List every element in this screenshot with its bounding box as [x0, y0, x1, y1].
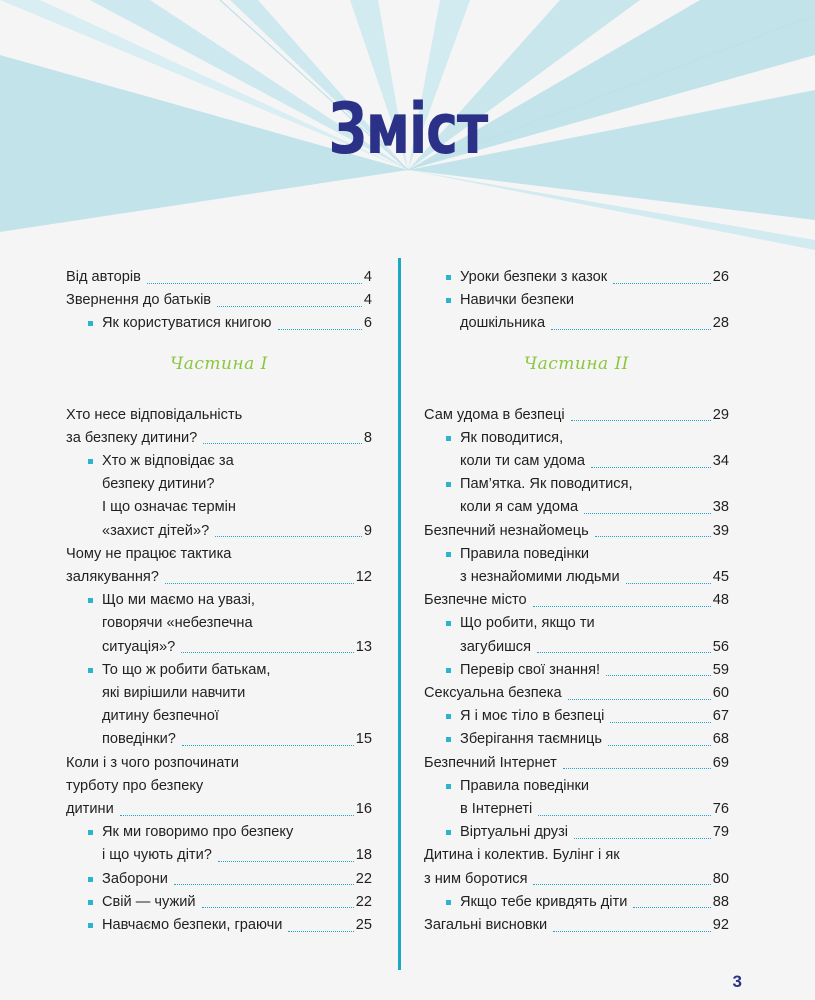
- toc-entry[interactable]: [424, 659, 729, 682]
- toc-entry-text: які вирішили навчити: [102, 685, 246, 702]
- dot-leader: [608, 744, 711, 746]
- toc-page-number: 68: [712, 731, 729, 748]
- toc-entry-text: і що чують діти?: [102, 847, 212, 864]
- toc-page-number: 15: [355, 731, 372, 748]
- dot-leader: [633, 906, 710, 908]
- dot-leader: [278, 328, 362, 330]
- dot-leader: [537, 651, 711, 653]
- dot-leader: [147, 282, 362, 284]
- toc-page-number: 26: [712, 269, 729, 285]
- toc-entry-line: [66, 914, 372, 937]
- toc-entry-text: Перевір свої знання!: [460, 661, 601, 678]
- toc-entry-line: [424, 450, 729, 473]
- bullet-icon: [88, 668, 93, 673]
- toc-entry-line: [424, 589, 729, 612]
- toc-page-number: 12: [355, 569, 372, 586]
- bullet-icon: [88, 923, 93, 928]
- toc-entry-line: [66, 404, 372, 427]
- toc-entry-text: Хто несе відповідальність: [66, 406, 243, 423]
- toc-entry[interactable]: [424, 266, 729, 289]
- toc-entry-text: турботу про безпеку: [66, 777, 204, 794]
- toc-entry-text: Загальні висновки: [424, 917, 548, 934]
- toc-entry-line: [424, 775, 729, 798]
- toc-entry-text: Коли і з чого розпочинати: [66, 754, 239, 771]
- toc-entry-text: Зберігання таємниць: [460, 731, 602, 748]
- dot-leader: [591, 466, 711, 468]
- toc-entry-line: [66, 450, 372, 473]
- toc-entry-line: [424, 289, 729, 312]
- toc-entry-text: Безпечний Інтернет: [424, 754, 557, 771]
- toc-page-number: 16: [355, 801, 372, 818]
- toc-entry[interactable]: [66, 752, 372, 822]
- dot-leader: [203, 442, 362, 444]
- toc-entry-line: [424, 266, 729, 289]
- bullet-icon: [446, 275, 451, 280]
- toc-page-number: 34: [712, 453, 729, 470]
- dot-leader: [613, 282, 711, 284]
- toc-entry-line: [424, 496, 729, 519]
- dot-leader: [533, 605, 711, 607]
- toc-page-number: 59: [712, 661, 729, 678]
- dot-leader: [574, 837, 711, 839]
- toc-entry-text: безпеку дитини?: [102, 476, 215, 493]
- toc-entry-text: Правила поведінки: [460, 777, 590, 794]
- toc-entry-text: То що ж робити батькам,: [102, 661, 271, 678]
- toc-entry-text: Навички безпеки: [460, 292, 574, 309]
- dot-leader: [606, 674, 711, 676]
- toc-entry[interactable]: [424, 404, 729, 427]
- toc-entry[interactable]: [424, 891, 729, 914]
- dot-leader: [182, 744, 354, 746]
- toc-page-number: 22: [355, 893, 372, 910]
- bullet-icon: [446, 552, 451, 557]
- toc-entry-line: [424, 612, 729, 635]
- toc-entry-text: говорячи «небезпечна: [102, 615, 253, 632]
- toc-entry-line: [66, 844, 372, 867]
- toc-entry[interactable]: [66, 543, 372, 589]
- toc-entry-text: Заборони: [102, 870, 168, 887]
- toc-entry[interactable]: [424, 427, 729, 473]
- toc-entry[interactable]: [424, 914, 729, 937]
- bullet-icon: [88, 598, 93, 603]
- toc-entry[interactable]: [424, 705, 729, 728]
- toc-entry-text: Хто ж відповідає за: [102, 453, 234, 470]
- toc-entry-text: Дитина і колектив. Булінг і як: [424, 847, 620, 864]
- toc-entry-text: Якщо тебе кривдять діти: [460, 893, 628, 910]
- dot-leader: [538, 814, 710, 816]
- toc-page-number: 79: [712, 824, 729, 841]
- bullet-icon: [88, 459, 93, 464]
- toc-entry-line: [424, 682, 729, 705]
- toc-entry-text: Я і моє тіло в безпеці: [460, 708, 605, 725]
- toc-page-number: 28: [712, 315, 729, 332]
- toc-entry-line: [424, 868, 729, 891]
- toc-entry-line: [66, 312, 372, 335]
- toc-entry-line: [66, 520, 372, 543]
- toc-page-number: 60: [712, 685, 729, 702]
- toc-entry-line: [424, 844, 729, 867]
- part-1-heading: Частина І: [170, 353, 268, 374]
- page-title: Зміст: [328, 88, 487, 170]
- page-number: 3: [732, 972, 742, 991]
- toc-entry-text: Сам удома в безпеці: [424, 406, 565, 423]
- toc-entry[interactable]: [66, 312, 372, 335]
- toc-entry-line: [424, 821, 729, 844]
- dot-leader: [181, 651, 353, 653]
- toc-entry-line: [424, 798, 729, 821]
- toc-entry-text: Безпечний незнайомець: [424, 522, 589, 539]
- toc-entry-line: [424, 659, 729, 682]
- toc-entry-line: [66, 659, 372, 682]
- toc-entry-line: [424, 566, 729, 589]
- toc-page-number: 67: [712, 708, 729, 725]
- toc-page-number: 9: [363, 522, 372, 539]
- toc-entry-text: Як користуватися книгою: [102, 315, 272, 332]
- toc-left-column: [66, 266, 372, 937]
- toc-entry[interactable]: [66, 289, 372, 312]
- toc-entry-line: [66, 473, 372, 496]
- toc-entry-text: в Інтернеті: [460, 801, 533, 818]
- toc-entry-line: [66, 496, 372, 519]
- toc-entry-line: [66, 821, 372, 844]
- toc-entry-line: [424, 404, 729, 427]
- toc-entry[interactable]: [66, 589, 372, 659]
- toc-page-number: 18: [355, 847, 372, 864]
- toc-entry-text: дитину безпечної: [102, 708, 219, 725]
- dot-leader: [551, 328, 711, 330]
- part-2-heading: Частина ІІ: [523, 353, 630, 374]
- toc-page-number: 92: [712, 917, 729, 934]
- toc-entry-text: коли ти сам удома: [460, 453, 586, 470]
- toc-entry-text: «захист дітей»?: [102, 522, 210, 539]
- toc-entry-text: Сексуальна безпека: [424, 685, 562, 702]
- toc-entry[interactable]: [424, 589, 729, 612]
- dot-leader: [288, 930, 353, 932]
- toc-entry-line: [424, 914, 729, 937]
- toc-entry[interactable]: [424, 682, 729, 705]
- toc-entry[interactable]: [66, 404, 372, 450]
- toc-page-number: 13: [355, 638, 372, 655]
- bullet-icon: [88, 877, 93, 882]
- toc-page-number: 8: [363, 429, 372, 446]
- toc-left-entries: [66, 404, 372, 938]
- bullet-icon: [88, 321, 93, 326]
- dot-leader: [563, 767, 711, 769]
- dot-leader: [202, 906, 354, 908]
- toc-page-number: 88: [712, 893, 729, 910]
- toc-page-number: 56: [712, 638, 729, 655]
- toc-entry-line: [66, 728, 372, 751]
- dot-leader: [165, 582, 354, 584]
- dot-leader: [174, 883, 354, 885]
- toc-page-number: 69: [712, 754, 729, 771]
- toc-entry-line: [424, 427, 729, 450]
- toc-entry[interactable]: [424, 821, 729, 844]
- toc-page-number: 76: [712, 801, 729, 818]
- bullet-icon: [446, 298, 451, 303]
- toc-entry[interactable]: [424, 752, 729, 775]
- bullet-icon: [446, 714, 451, 719]
- toc-entry[interactable]: [66, 914, 372, 937]
- toc-entry[interactable]: [424, 520, 729, 543]
- toc-entry-line: [424, 705, 729, 728]
- toc-entry[interactable]: [424, 775, 729, 821]
- dot-leader: [553, 930, 711, 932]
- toc-entry[interactable]: [66, 891, 372, 914]
- toc-entry-line: [66, 589, 372, 612]
- toc-entry-text: Уроки безпеки з казок: [460, 269, 608, 285]
- toc-entry-line: [66, 636, 372, 659]
- toc-page-number: 80: [712, 870, 729, 887]
- toc-entry-text: Пам’ятка. Як поводитися,: [460, 476, 633, 493]
- toc-entry[interactable]: [424, 844, 729, 890]
- toc-entry-text: поведінки?: [102, 731, 176, 748]
- toc-entry-text: дошкільника: [460, 315, 546, 332]
- dot-leader: [626, 582, 711, 584]
- bullet-icon: [446, 737, 451, 742]
- toc-entry-text: Що робити, якщо ти: [460, 615, 595, 632]
- toc-left-top-entries: [66, 266, 372, 336]
- toc-entry-text: Від авторів: [66, 269, 141, 285]
- toc-entry-text: дитини: [66, 801, 114, 818]
- toc-entry[interactable]: [66, 821, 372, 867]
- toc-entry-text: за безпеку дитини?: [66, 429, 198, 446]
- toc-entry[interactable]: [424, 543, 729, 589]
- toc-entry-line: [424, 473, 729, 496]
- bullet-icon: [446, 830, 451, 835]
- toc-entry-line: [66, 682, 372, 705]
- dot-leader: [217, 305, 362, 307]
- bullet-icon: [446, 482, 451, 487]
- toc-entry-text: ситуація»?: [102, 638, 176, 655]
- dot-leader: [595, 535, 711, 537]
- toc-entry-text: Безпечне місто: [424, 592, 527, 609]
- toc-page-number: 29: [712, 406, 729, 423]
- toc-page-number: 45: [712, 569, 729, 586]
- toc-entry[interactable]: [66, 450, 372, 543]
- toc-entry[interactable]: [66, 266, 372, 289]
- toc-page-number: 4: [363, 292, 372, 309]
- toc-entry-line: [66, 775, 372, 798]
- toc-entry-line: [66, 705, 372, 728]
- dot-leader: [610, 721, 710, 723]
- toc-entry-text: Свій — чужий: [102, 893, 196, 910]
- toc-entry-line: [424, 312, 729, 335]
- bullet-icon: [446, 436, 451, 441]
- dot-leader: [568, 698, 711, 700]
- toc-entry-line: [66, 612, 372, 635]
- toc-right-entries: [424, 404, 729, 938]
- dot-leader: [215, 535, 362, 537]
- toc-entry-text: І що означає термін: [102, 499, 236, 516]
- toc-entry-text: Навчаємо безпеки, граючи: [102, 917, 283, 934]
- toc-entry-line: [66, 543, 372, 566]
- dot-leader: [120, 814, 354, 816]
- toc-entry-line: [66, 891, 372, 914]
- toc-entry-line: [66, 798, 372, 821]
- toc-entry-text: Як поводитися,: [460, 429, 564, 446]
- toc-entry-text: Чому не працює тактика: [66, 545, 232, 562]
- toc-entry-line: [424, 543, 729, 566]
- toc-entry-line: [424, 520, 729, 543]
- toc-entry[interactable]: [66, 868, 372, 891]
- dot-leader: [533, 883, 710, 885]
- toc-entry-text: загубишся: [460, 638, 532, 655]
- toc-entry-line: [424, 891, 729, 914]
- toc-entry[interactable]: [424, 289, 729, 335]
- toc-page-number: 25: [355, 917, 372, 934]
- toc-entry-text: Віртуальні друзі: [460, 824, 569, 841]
- toc-page-number: 38: [712, 499, 729, 516]
- toc-page-number: 4: [363, 269, 372, 285]
- toc-right-top-entries: [424, 266, 729, 336]
- bullet-icon: [88, 900, 93, 905]
- toc-entry-text: Що ми маємо на увазі,: [102, 592, 255, 609]
- toc-entry-line: [66, 566, 372, 589]
- bullet-icon: [88, 830, 93, 835]
- toc-entry-text: з незнайомими людьми: [460, 569, 620, 586]
- toc-entry-text: з ним боротися: [424, 870, 528, 887]
- toc-page-number: 22: [355, 870, 372, 887]
- toc-entry-line: [424, 636, 729, 659]
- toc-page-number: 39: [712, 522, 729, 539]
- toc-entry-line: [424, 752, 729, 775]
- bullet-icon: [446, 668, 451, 673]
- toc-entry-line: [66, 752, 372, 775]
- toc-entry-text: Правила поведінки: [460, 545, 590, 562]
- toc-entry[interactable]: [424, 728, 729, 751]
- toc-entry-line: [424, 728, 729, 751]
- toc-entry-line: [66, 868, 372, 891]
- toc-entry-line: [66, 266, 372, 289]
- toc-entry-line: [66, 427, 372, 450]
- bullet-icon: [446, 784, 451, 789]
- dot-leader: [584, 512, 711, 514]
- toc-page-number: 6: [363, 315, 372, 332]
- toc-entry-text: коли я сам удома: [460, 499, 579, 516]
- bullet-icon: [446, 621, 451, 626]
- toc-page-number: 48: [712, 592, 729, 609]
- toc-entry-text: Як ми говоримо про безпеку: [102, 824, 294, 841]
- toc-entry[interactable]: [424, 473, 729, 519]
- toc-entry-text: Звернення до батьків: [66, 292, 212, 309]
- dot-leader: [218, 860, 354, 862]
- toc-entry-line: [66, 289, 372, 312]
- bullet-icon: [446, 900, 451, 905]
- dot-leader: [571, 419, 711, 421]
- column-divider: [398, 258, 401, 970]
- toc-entry[interactable]: [424, 612, 729, 658]
- toc-entry-text: залякування?: [66, 569, 159, 586]
- toc-entry[interactable]: [66, 659, 372, 752]
- toc-right-column: [424, 266, 729, 937]
